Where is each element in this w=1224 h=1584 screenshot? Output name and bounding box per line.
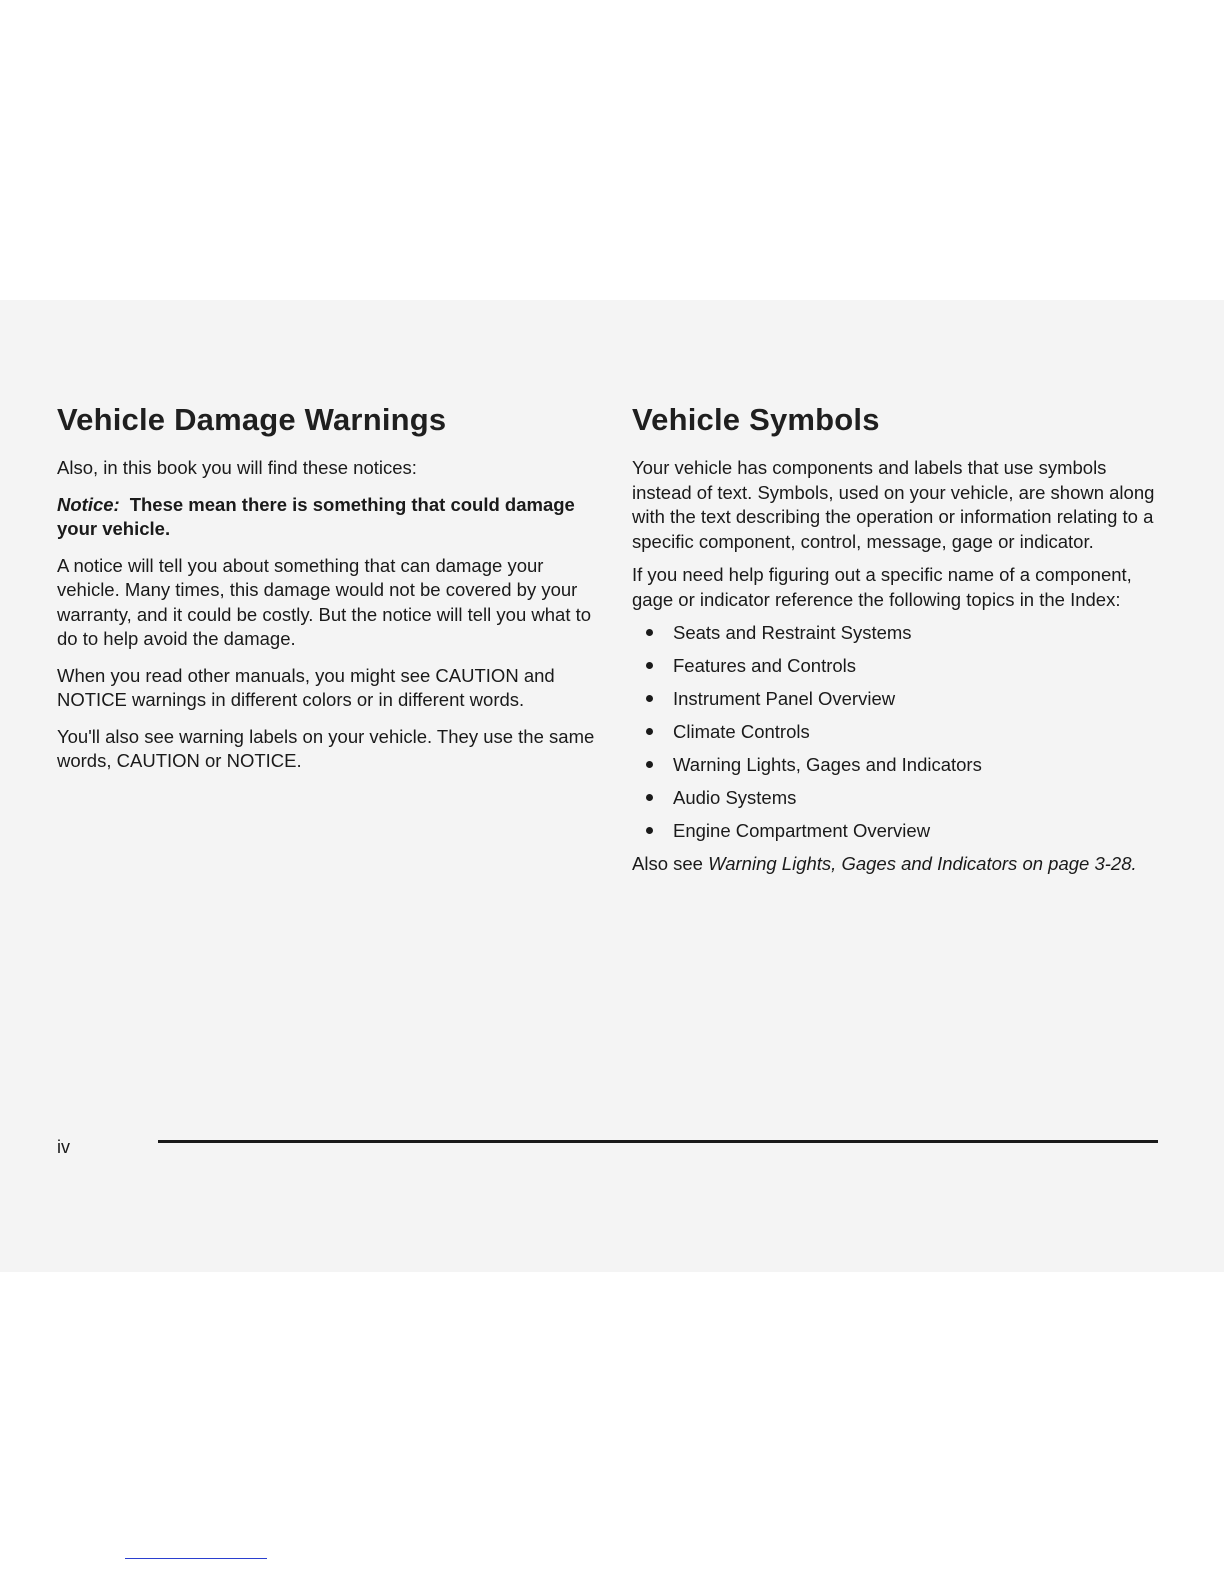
list-item: [632, 687, 1162, 711]
topic-label: Instrument Panel Overview: [673, 688, 896, 709]
list-item: [632, 753, 1162, 777]
bullet-icon: [646, 827, 653, 834]
vehicle-symbols-heading: Vehicle Symbols: [632, 402, 880, 437]
bullet-icon: [646, 695, 653, 702]
topic-label: Features and Controls: [673, 655, 857, 676]
notice-text: These mean there is something that could damage your vehicle.: [57, 493, 575, 539]
topic-label: Climate Controls: [673, 721, 810, 742]
list-item: [632, 654, 1162, 678]
bullet-icon: [646, 761, 653, 768]
bullet-icon: [646, 629, 653, 636]
bullet-icon: [646, 662, 653, 669]
bullet-icon: [646, 794, 653, 801]
list-item: [632, 786, 1162, 810]
symbols-intro-paragraph: Your vehicle has components and labels that use symbols instead of text. Symbols, used on your vehicle, are shown along with the text describing the operation or information relating to a specific component, control, message, gage or indicator.: [632, 457, 1155, 552]
page-number: iv: [57, 1137, 70, 1157]
topic-label: Audio Systems: [673, 787, 797, 808]
footer-rule: [158, 1140, 1158, 1143]
topic-label: Engine Compartment Overview: [673, 820, 931, 841]
topic-label: Seats and Restraint Systems: [673, 622, 912, 643]
topic-label: Warning Lights, Gages and Indicators: [673, 754, 982, 775]
manual-page: [0, 300, 1224, 1272]
vehicle-damage-warnings-heading: Vehicle Damage Warnings: [57, 402, 447, 437]
right-column: [632, 402, 1162, 886]
also-see-prefix: Also see: [632, 853, 709, 874]
also-see-reference: Warning Lights, Gages and Indicators on page 3-28.: [708, 853, 1137, 874]
notice-label: Notice:: [57, 493, 120, 515]
intro-paragraph: Also, in this book you will find these notices:: [57, 457, 417, 478]
index-help-paragraph: If you need help figuring out a specific name of a component, gage or indicator reference the following topics in the Index:: [632, 564, 1132, 610]
list-item: [632, 720, 1162, 744]
bullet-icon: [646, 728, 653, 735]
also-see-paragraph: [632, 852, 1162, 877]
notice-paragraph: [57, 493, 597, 542]
list-item: [632, 819, 1162, 843]
link-underline[interactable]: [125, 1558, 267, 1559]
list-item: [632, 621, 1162, 645]
notice-explanation-paragraph: A notice will tell you about something that can damage your vehicle. Many times, this damage would not be covered by your warranty, and it could be costly. But the notice will tell you what to do to help avoid the damage.: [57, 554, 592, 649]
index-topics-list: [632, 621, 1162, 843]
warning-labels-paragraph: You'll also see warning labels on your vehicle. They use the same words, CAUTION or NOTICE.: [57, 725, 595, 771]
other-manuals-paragraph: When you read other manuals, you might see CAUTION and NOTICE warnings in different colors or in different words.: [57, 664, 555, 710]
left-column: [57, 402, 597, 786]
